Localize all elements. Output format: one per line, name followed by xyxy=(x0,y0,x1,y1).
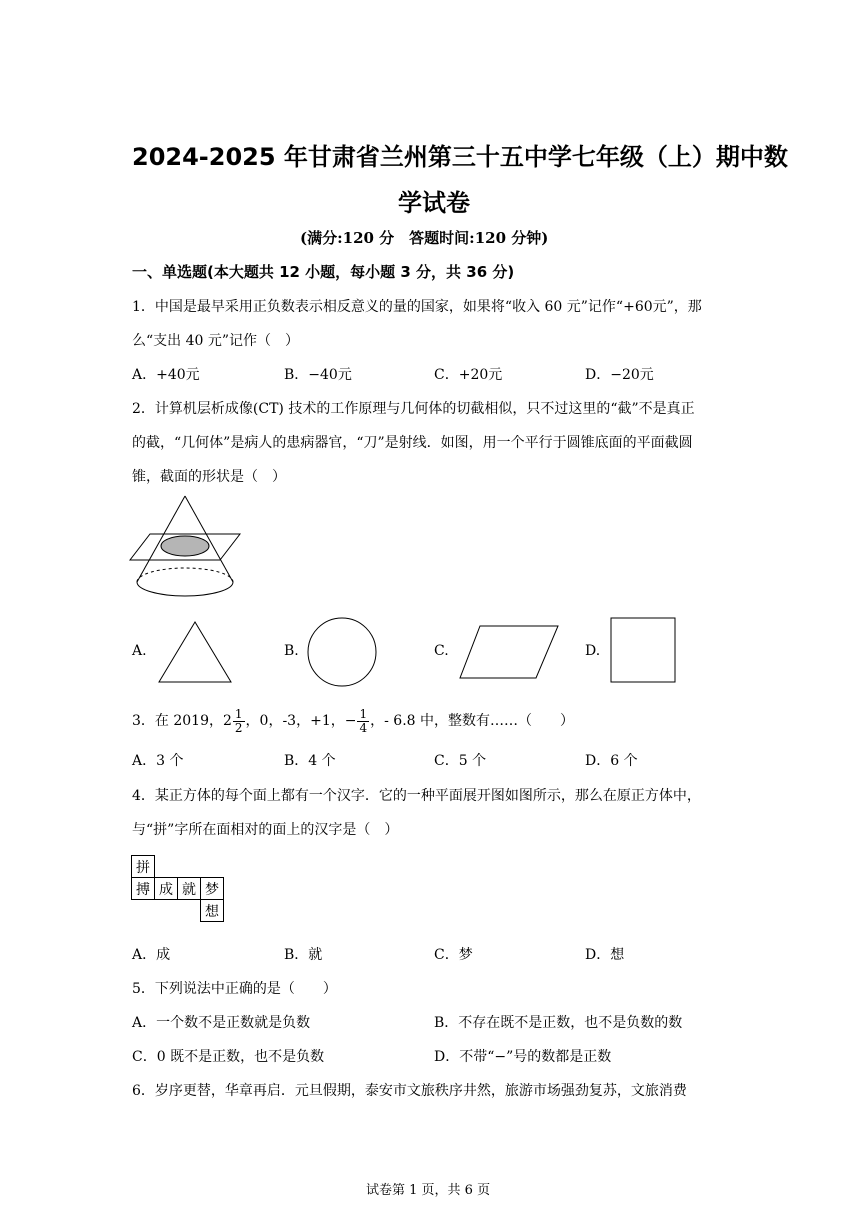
q1-option-c: C．+20元 xyxy=(434,367,503,383)
q2-stem-line-1: 2．计算机层析成像(CT) 技术的工作原理与几何体的切截相似，只不过这里的“截”不是真正 xyxy=(132,401,695,417)
q3-suffix: ，- 6.8 中，整数有……（ ） xyxy=(370,713,575,729)
q1-option-b: B．−40元 xyxy=(284,367,352,383)
net-cell-row-4: 梦 xyxy=(201,878,224,900)
q4-stem-line-2: 与“拼”字所在面相对的面上的汉字是（ ） xyxy=(132,822,399,838)
q5-option-d: D．不带“−”号的数都是正数 xyxy=(434,1049,612,1065)
net-cell-top: 拼 xyxy=(132,856,155,878)
q4-option-d: D．想 xyxy=(585,947,625,963)
page-title-line-2: 学试卷 xyxy=(398,189,470,217)
q4-option-a: A．成 xyxy=(132,947,171,963)
q4-stem-line-1: 4．某正方体的每个面上都有一个汉字．它的一种平面展开图如图所示，那么在原正方体中， xyxy=(132,788,701,804)
q3-stem xyxy=(132,706,574,736)
page-footer: 试卷第 1 页，共 6 页 xyxy=(366,1183,491,1198)
net-cell-row-3: 就 xyxy=(178,878,201,900)
q5-option-a: A．一个数不是正数就是负数 xyxy=(132,1015,311,1031)
q3-fraction xyxy=(357,708,369,735)
cone-cross-section-figure xyxy=(128,494,243,604)
q4-option-b: B．就 xyxy=(284,947,323,963)
q1-stem-line-1: 1．中国是最早采用正负数表示相反意义的量的国家，如果将“收入 60 元”记作“+60元”，那 xyxy=(132,299,702,315)
q3-fraction-denominator: 4 xyxy=(359,720,368,735)
square-icon xyxy=(610,617,678,685)
q2-option-a: A. xyxy=(132,643,147,659)
cube-net-figure xyxy=(131,855,224,922)
q5-stem: 5．下列说法中正确的是（ ） xyxy=(132,981,337,997)
q3-mixed-fraction xyxy=(233,708,245,735)
net-cell-row-2: 成 xyxy=(155,878,178,900)
exam-subtitle: (满分:120 分 答题时间:120 分钟) xyxy=(300,229,549,247)
triangle-icon xyxy=(157,620,233,684)
q6-stem-line-1: 6．岁序更替，华章再启．元旦假期，泰安市文旅秩序井然，旅游市场强劲复苏，文旅消费 xyxy=(132,1083,687,1099)
q3-option-a: A．3 个 xyxy=(132,753,184,769)
q3-prefix: 3．在 2019，2 xyxy=(132,713,232,729)
q2-stem-line-2: 的截，“几何体”是病人的患病器官，“刀”是射线．如图，用一个平行于圆锥底面的平面截圆 xyxy=(132,435,693,451)
q3-mixed-numerator: 1 xyxy=(234,706,243,721)
q1-option-d: D．−20元 xyxy=(585,367,654,383)
net-cell-bottom: 想 xyxy=(201,900,224,922)
q5-option-c: C．0 既不是正数，也不是负数 xyxy=(132,1049,325,1065)
q3-option-c: C．5 个 xyxy=(434,753,487,769)
q2-stem-line-3: 锥，截面的形状是（ ） xyxy=(132,469,286,485)
q3-middle: ，0，-3，+1，− xyxy=(245,713,357,729)
q2-option-d: D. xyxy=(585,643,601,659)
page-title-line-1: 2024-2025 年甘肃省兰州第三十五中学七年级（上）期中数 xyxy=(132,143,788,171)
q2-option-c: C. xyxy=(434,643,449,659)
q3-option-d: D．6 个 xyxy=(585,753,638,769)
q3-mixed-denominator: 2 xyxy=(234,720,243,735)
q4-option-c: C．梦 xyxy=(434,947,473,963)
parallelogram-icon xyxy=(458,624,560,680)
q3-option-b: B．4 个 xyxy=(284,753,336,769)
q1-stem-line-2: 么“支出 40 元”记作（ ） xyxy=(132,333,300,349)
q3-fraction-numerator: 1 xyxy=(359,706,368,721)
q2-option-b: B. xyxy=(284,643,299,659)
section-heading: 一、单选题(本大题共 12 小题，每小题 3 分，共 36 分) xyxy=(132,263,515,281)
q5-option-b: B．不存在既不是正数，也不是负数的数 xyxy=(434,1015,683,1031)
net-cell-row-1: 搏 xyxy=(132,878,155,900)
q1-option-a: A．+40元 xyxy=(132,367,200,383)
circle-icon xyxy=(306,617,378,687)
